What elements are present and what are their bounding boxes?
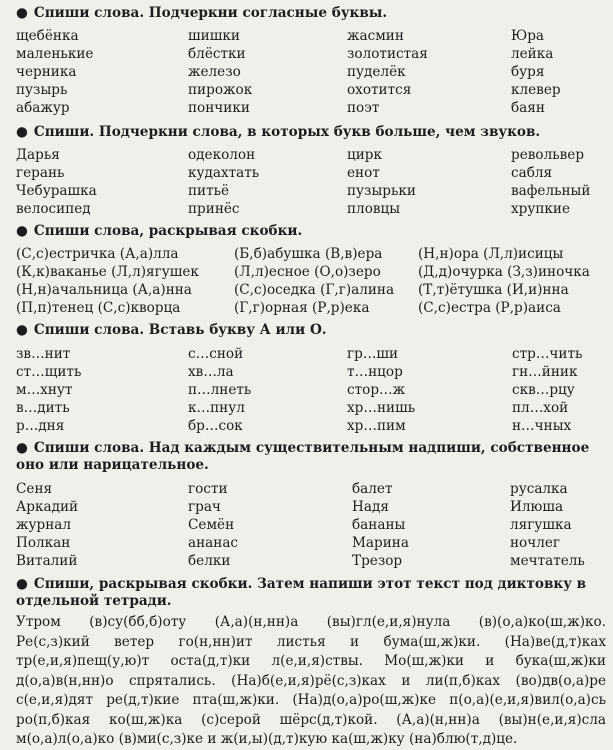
text-line: Ре(с,з)кий ветер го(н,нн)ит листья и бума(ш,ж)ки. (На)ве(д,т)ках <box>16 633 606 650</box>
word: охотится <box>347 82 412 98</box>
word-row <box>0 45 613 63</box>
word: Полкан <box>16 535 71 551</box>
word: к…пнул <box>188 400 245 416</box>
word-row <box>0 299 613 317</box>
word: баян <box>511 100 545 116</box>
phrase: (Л,л)есное (О,о)зеро <box>234 264 381 280</box>
word-row <box>0 146 613 164</box>
word: ночлег <box>510 535 561 551</box>
word-row <box>0 81 613 99</box>
word: пончики <box>188 100 250 116</box>
word: р…дня <box>16 418 65 434</box>
word-row <box>0 182 613 200</box>
word: сабля <box>511 165 553 181</box>
word-row <box>0 164 613 182</box>
phrase: (К,к)ваканье (Л,л)ягушек <box>16 264 199 280</box>
word: шишки <box>188 28 240 44</box>
word: бананы <box>352 517 406 533</box>
bullet-icon: ● <box>16 440 28 456</box>
word: черника <box>16 64 77 80</box>
word: пирожок <box>188 82 253 98</box>
bullet-icon: ● <box>16 5 28 21</box>
word: цирк <box>347 147 382 163</box>
word: буря <box>511 64 545 80</box>
word: лейка <box>511 46 554 62</box>
word: грач <box>188 499 221 515</box>
word: револьвер <box>511 147 585 163</box>
phrase: (П,п)тенец (С,с)кворца <box>16 300 181 316</box>
phrase: (Г,г)орная (Р,р)ека <box>234 300 370 316</box>
word-row <box>0 381 613 399</box>
word: золотистая <box>347 46 428 62</box>
exercise-3-word-grid <box>0 245 613 317</box>
word-row <box>0 281 613 299</box>
word: пузырьки <box>347 183 416 199</box>
word-row <box>0 552 613 570</box>
word: Семён <box>188 517 235 533</box>
word: железо <box>188 64 241 80</box>
word: кудахтать <box>188 165 260 181</box>
word: Илюша <box>510 499 564 515</box>
word: Юра <box>511 28 545 44</box>
word: блёстки <box>188 46 246 62</box>
word: поэт <box>347 100 380 116</box>
phrase: (Б,б)абушка (В,в)ера <box>234 246 383 262</box>
word: вафельный <box>511 183 591 199</box>
text-line: Утром (в)су(бб,б)оту (А,а)(н,нн)а (вы)гл(е,и,я)нула (в)(о,а)ко(ш,ж)ко. <box>16 614 606 630</box>
bullet-icon: ● <box>16 223 28 239</box>
word: бр…сок <box>188 418 243 434</box>
word: герань <box>16 165 65 181</box>
word-row <box>0 245 613 263</box>
word: журнал <box>16 517 72 533</box>
word: енот <box>347 165 380 181</box>
word-row <box>0 99 613 117</box>
word-row <box>0 363 613 381</box>
exercise-4-title <box>16 322 606 339</box>
exercise-4-word-grid <box>0 345 613 435</box>
exercise-5-title <box>16 440 606 474</box>
exercise-2-word-grid <box>0 146 613 218</box>
word: абажур <box>16 100 70 116</box>
word: хрупкие <box>511 201 571 217</box>
word: балет <box>352 481 393 497</box>
phrase: (Н,н)ора (Л,л)исицы <box>418 246 564 262</box>
bullet-icon: ● <box>16 322 28 338</box>
word: ст…щить <box>16 364 82 380</box>
word: велосипед <box>16 201 91 217</box>
word: клевер <box>511 82 561 98</box>
word: Марина <box>352 535 409 551</box>
word-row <box>0 345 613 363</box>
word: стр…чить <box>512 346 583 362</box>
word: Чебурашка <box>16 183 97 199</box>
word: Сеня <box>16 481 53 497</box>
word-row <box>0 480 613 498</box>
exercise-1-title <box>16 5 606 22</box>
word: белки <box>188 553 231 569</box>
word: маленькие <box>16 46 94 62</box>
word: гости <box>188 481 228 497</box>
phrase: (Н,н)ачальница (А,а)нна <box>16 282 192 298</box>
text-line: тр(е,и,я)пещ(у,ю)т оста(д,т)ки л(е,и,я)ствы. Мо(ш,ж)ки и бука(ш,ж)ки <box>16 653 606 669</box>
word-row <box>0 417 613 435</box>
exercise-6-title <box>16 576 606 610</box>
word-row <box>0 516 613 534</box>
bullet-icon: ● <box>16 124 28 140</box>
word: в…дить <box>16 400 70 416</box>
word: гн…йник <box>512 364 578 380</box>
exercise-1-word-grid <box>0 27 613 117</box>
word: хр…пим <box>347 418 406 434</box>
text-line: ро(п,б)кая ко(ш,ж)ка (с)серой шёрс(д,т)кой. (А,а)(н,нн)а (вы)н(е,и,я)сла <box>16 711 606 728</box>
text-line: с(е,и,я)дят ре(д,т)кие пта(ш,ж)ки. (На)д(о,а)ро(ш,ж)ке п(о,а)(е,и,я)вил(о,а)сь <box>16 692 606 708</box>
word: п…лнеть <box>188 382 252 398</box>
phrase: (С,с)естра (Р,р)аиса <box>418 300 561 316</box>
word: стор…ж <box>347 382 406 398</box>
word-row <box>0 534 613 552</box>
exercise-3-title <box>16 223 606 240</box>
word: хр…нишь <box>347 400 416 416</box>
word: пузырь <box>16 82 68 98</box>
phrase: (Д,д)очурка (З,з)иночка <box>418 264 590 280</box>
exercise-title-text: Спиши слова, раскрывая скобки. <box>33 223 303 239</box>
word: пуделёк <box>347 64 406 80</box>
word-row <box>0 63 613 81</box>
exercise-title-text: Спиши, раскрывая скобки. Затем напиши этот текст под диктовку в отдельной тетради. <box>16 576 587 609</box>
word: Надя <box>352 499 389 515</box>
word: принёс <box>188 201 240 217</box>
exercise-title-text: Спиши слова. Над каждым существительным надпиши, собственное оно или нарицательное. <box>16 440 590 473</box>
word: Аркадий <box>16 499 79 515</box>
word: т…нцор <box>347 364 403 380</box>
exercise-title-text: Спиши слова. Подчеркни согласные буквы. <box>33 5 388 21</box>
exercise-title-text: Спиши. Подчеркни слова, в которых букв больше, чем звуков. <box>33 124 541 140</box>
phrase: (С,с)оседка (Г,г)алина <box>234 282 395 298</box>
exercise-5-word-grid <box>0 480 613 570</box>
word: пл…хой <box>512 400 569 416</box>
word: скв…рцу <box>512 382 575 398</box>
exercise-title-text: Спиши слова. Вставь букву А или О. <box>33 322 327 338</box>
word: русалка <box>510 481 568 497</box>
word: питьё <box>188 183 230 199</box>
word: лягушка <box>510 517 572 533</box>
word: н…чных <box>512 418 572 434</box>
word: одеколон <box>188 147 256 163</box>
text-line: д(о,а)в(н,нн)о спрятались. (На)б(е,и,я)рё(с,з)ках и ли(п,б)ках (во)дв(о,а)ре <box>16 672 606 689</box>
word: мечтатель <box>510 553 585 569</box>
word-row <box>0 27 613 45</box>
text-line: м(о,а)л(о,а)ко (в)ми(с,з)ке и ж(и,ы)(д,т)кую ка(ш,ж)ку (на)блю(т,д)це. <box>16 731 518 747</box>
word-row <box>0 399 613 417</box>
word: хв…ла <box>188 364 234 380</box>
word-row <box>0 498 613 516</box>
word-row <box>0 200 613 218</box>
bullet-icon: ● <box>16 576 28 592</box>
word: Виталий <box>16 553 78 569</box>
dictation-text <box>16 613 606 750</box>
word: с…сной <box>188 346 244 362</box>
word: щебёнка <box>16 28 79 44</box>
word: Трезор <box>352 553 403 569</box>
word: ананас <box>188 535 239 551</box>
word-row <box>0 263 613 281</box>
phrase: (С,с)естричка (А,а)лла <box>16 246 179 262</box>
word: жасмин <box>347 28 404 44</box>
exercise-2-title <box>16 124 606 141</box>
word: пловцы <box>347 201 401 217</box>
word: гр…ши <box>347 346 399 362</box>
word: м…хнут <box>16 382 73 398</box>
phrase: (Т,т)ётушка (И,и)нна <box>418 282 569 298</box>
word: Дарья <box>16 147 60 163</box>
word: зв…нит <box>16 346 71 362</box>
